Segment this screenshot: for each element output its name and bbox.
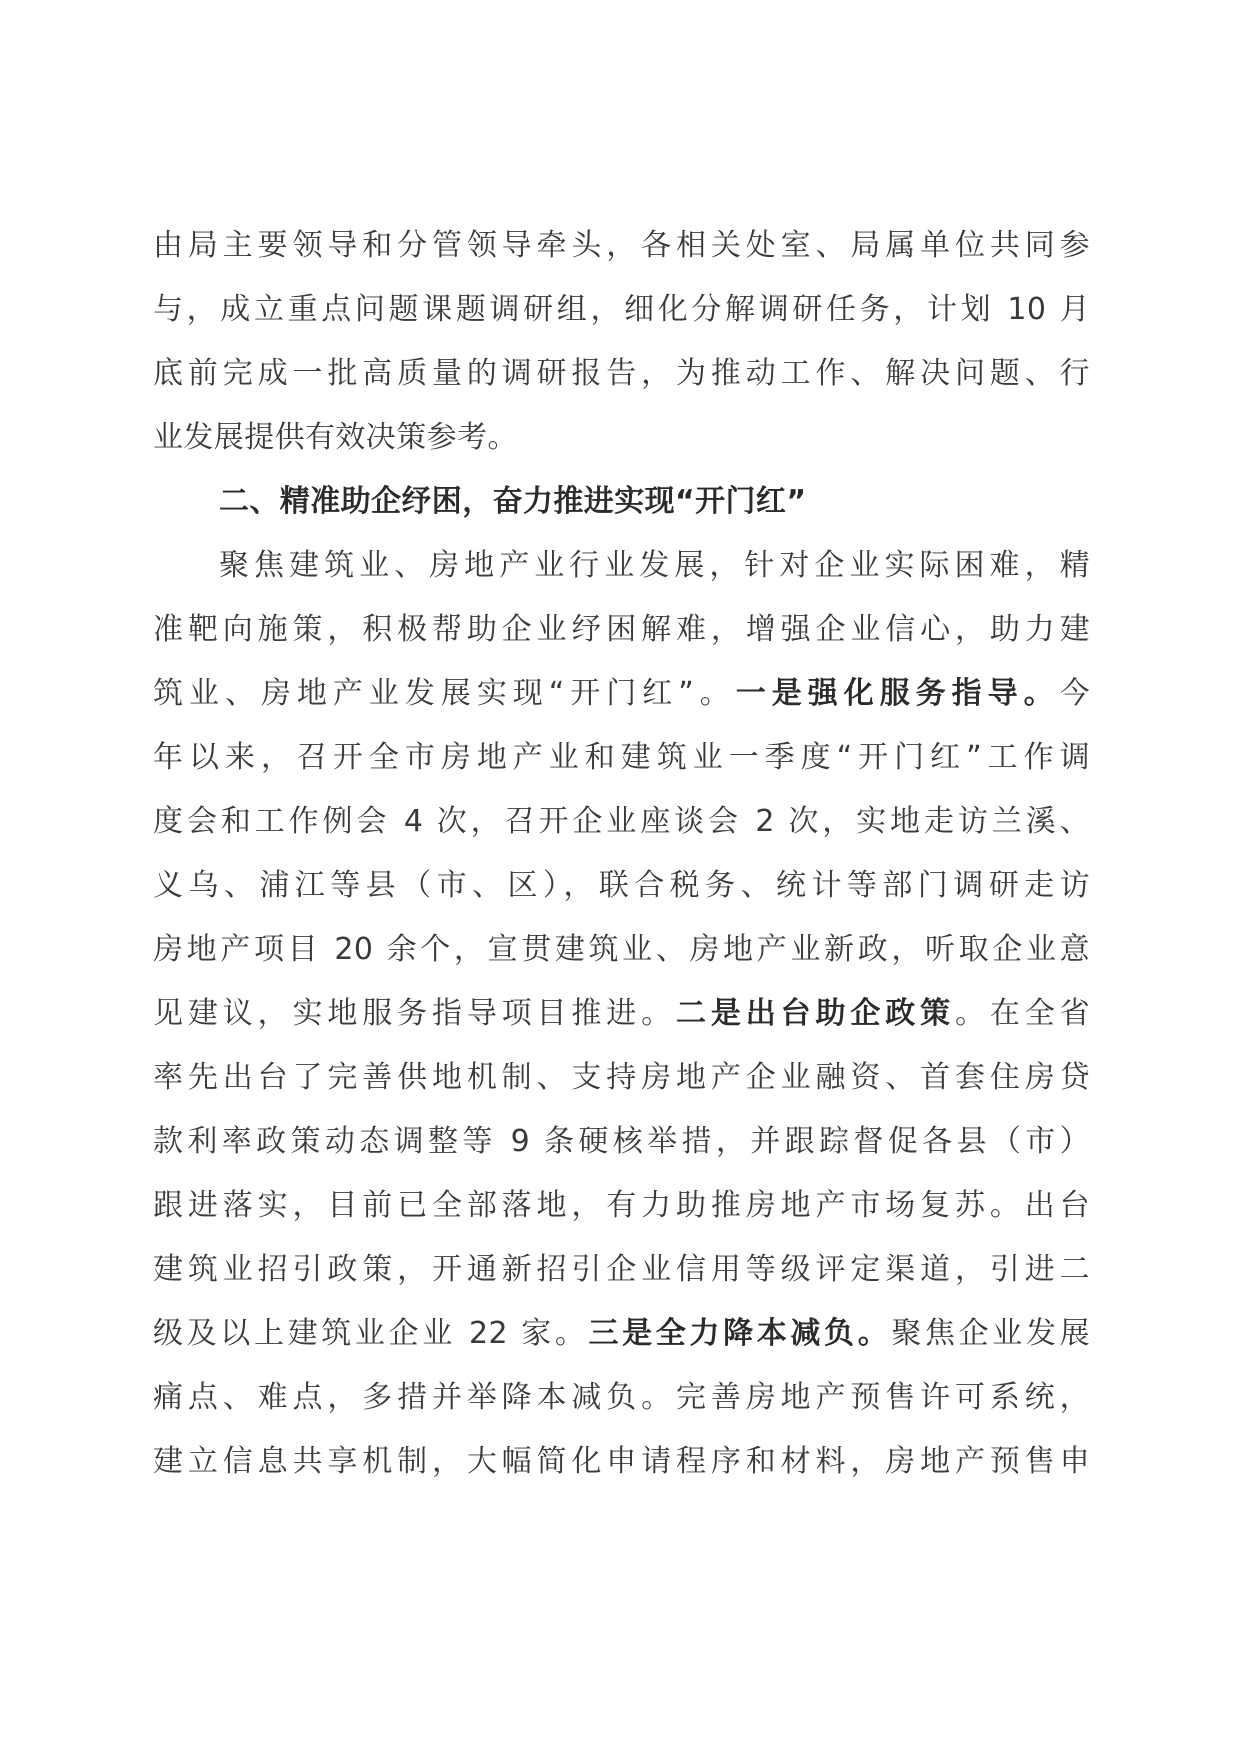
text-run: 级及以上建筑业企业 22 家。: [153, 1316, 589, 1351]
text-run: 筑业、房地产业发展实现“开门红”。: [153, 676, 736, 711]
paragraph-2: [153, 534, 1090, 1494]
text-run: 聚焦企业发展: [891, 1316, 1091, 1351]
paragraph-line: [153, 1302, 1090, 1366]
paragraph-line: 准靶向施策，积极帮助企业纾困解难，增强企业信心，助力建: [153, 612, 1090, 647]
section-heading: 二、精准助企纾困，奋力推进实现“开门红”: [219, 484, 807, 519]
paragraph-line: 由局主要领导和分管领导牵头，各相关处室、局属单位共同参: [153, 228, 1090, 263]
paragraph-line: 年以来，召开全市房地产业和建筑业一季度“开门红”工作调: [153, 740, 1090, 775]
document-body: [153, 214, 1090, 1494]
text-run: 今: [1059, 676, 1090, 711]
text-run: 见建议，实地服务指导项目推进。: [153, 996, 677, 1031]
paragraph-line: 底前完成一批高质量的调研报告，为推动工作、解决问题、行: [153, 356, 1090, 391]
paragraph-line: 痛点、难点，多措并举降本减负。完善房地产预售许可系统，: [153, 1380, 1090, 1415]
paragraph-line: 建筑业招引政策，开通新招引企业信用等级评定渠道，引进二: [153, 1252, 1090, 1287]
paragraph-line: 与，成立重点问题课题调研组，细化分解调研任务，计划 10 月: [153, 292, 1090, 327]
paragraph-line: [153, 662, 1090, 726]
bold-keypoint-1: 一是强化服务指导。: [735, 676, 1060, 711]
paragraph-line: [153, 982, 1090, 1046]
paragraph-line: 款利率政策动态调整等 9 条硬核举措，并跟踪督促各县（市）: [153, 1124, 1090, 1159]
paragraph-line: 义乌、浦江等县（市、区），联合税务、统计等部门调研走访: [153, 868, 1090, 903]
paragraph-line: 建立信息共享机制，大幅简化申请程序和材料，房地产预售申: [153, 1444, 1090, 1479]
paragraph-line: 率先出台了完善供地机制、支持房地产企业融资、首套住房贷: [153, 1060, 1090, 1095]
paragraph-line: 业发展提供有效决策参考。: [153, 420, 518, 455]
paragraph-line: 聚焦建筑业、房地产业行业发展，针对企业实际困难，精: [219, 548, 1090, 583]
bold-keypoint-3: 三是全力降本减负。: [588, 1316, 892, 1351]
text-run: 。在全省: [954, 996, 1090, 1031]
paragraph-1: [153, 214, 1090, 470]
paragraph-line: 度会和工作例会 4 次，召开企业座谈会 2 次，实地走访兰溪、: [153, 804, 1090, 839]
bold-keypoint-2: 二是出台助企政策: [676, 996, 955, 1031]
paragraph-line: 跟进落实，目前已全部落地，有力助推房地产市场复苏。出台: [153, 1188, 1090, 1223]
paragraph-line: 房地产项目 20 余个，宣贯建筑业、房地产业新政，听取企业意: [153, 932, 1090, 967]
